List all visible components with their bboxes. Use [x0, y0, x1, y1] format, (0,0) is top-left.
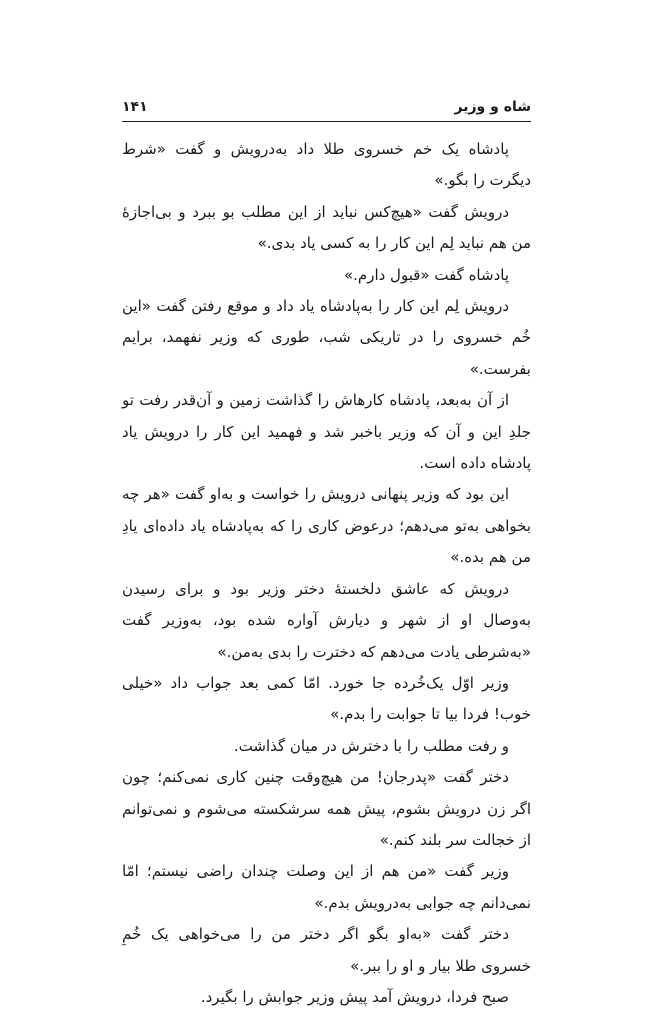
body-text [122, 134, 531, 1013]
running-head [122, 96, 531, 118]
paragraph-2: درویش گفت «هیچ‌کس نباید از این مطلب بو ببرد و بی‌اجازهٔ من هم نباید لِم این کار را به کسی یاد بدی.» [122, 202, 531, 253]
running-title: شاه و وزیر [454, 99, 531, 115]
header-rule [122, 121, 531, 122]
paragraph-4: درویش لِم این کار را به‌پادشاه یاد داد و موقع رفتن گفت «این خُم خسروی را در تاریکی شب، طوری که وزیر نفهمد، برایم بفرست.» [122, 297, 531, 378]
paragraph-5: از آن به‌بعد، پادشاه کارهاش را گذاشت زمین و آن‌قدر رفت تو جلدِ این و آن که وزیر باخبر شد و فهمید این کار را درویش یاد پادشاه داده است. [122, 391, 531, 473]
paragraph-6: این بود که وزیر پنهانی درویش را خواست و به‌او گفت «هر چه بخواهی به‌تو می‌دهم؛ درعوض کاری را که به‌پادشاه یاد داده‌ای یادِ من هم بده.» [122, 485, 531, 567]
paragraph-8: وزیر اوّل یک‌خُرده جا خورد. امّا کمی بعد جواب داد «خیلی خوب! فردا بیا تا جوابت را بدم.» [122, 673, 531, 724]
paragraph-7: درویش که عاشق دلخستهٔ دختر وزیر بود و برای رسیدن به‌وصال او از شهر و دیارش آواره شده بود، به‌وزیر گفت «به‌شرطی یادت می‌دهم که دخترت را بدی به‌من.» [122, 579, 531, 661]
paragraph-1: پادشاه یک خم خسروی طلا داد به‌درویش و گفت «شرط دیگرت را بگو.» [122, 140, 531, 190]
paragraph-12: دختر گفت «به‌او بگو اگر دختر من را می‌خواهی یک خُمِ خسروی طلا بیار و او را ببر.» [122, 925, 531, 975]
paragraph-3: پادشاه گفت «قبول دارم.» [343, 265, 509, 284]
paragraph-11: وزیر گفت «من هم از این وصلت چندان راضی نیستم؛ امّا نمی‌دانم چه جوابی به‌درویش بدم.» [122, 862, 531, 912]
paragraph-9: و رفت مطلب را با دخترش در میان گذاشت. [233, 736, 509, 755]
paragraph-10: دختر گفت «پدرجان! من هیچ‌وقت چنین کاری نمی‌کنم؛ چون اگر زن درویش بشوم، پیش همه سرشکسته می‌شوم و نمی‌توانم از خجالت سر بلند کنم.» [122, 768, 531, 849]
paragraph-13: صبح فردا، درویش آمد پیش وزیر جوابش را بگیرد. [200, 987, 509, 1006]
page-number: ۱۴۱ [122, 99, 148, 115]
